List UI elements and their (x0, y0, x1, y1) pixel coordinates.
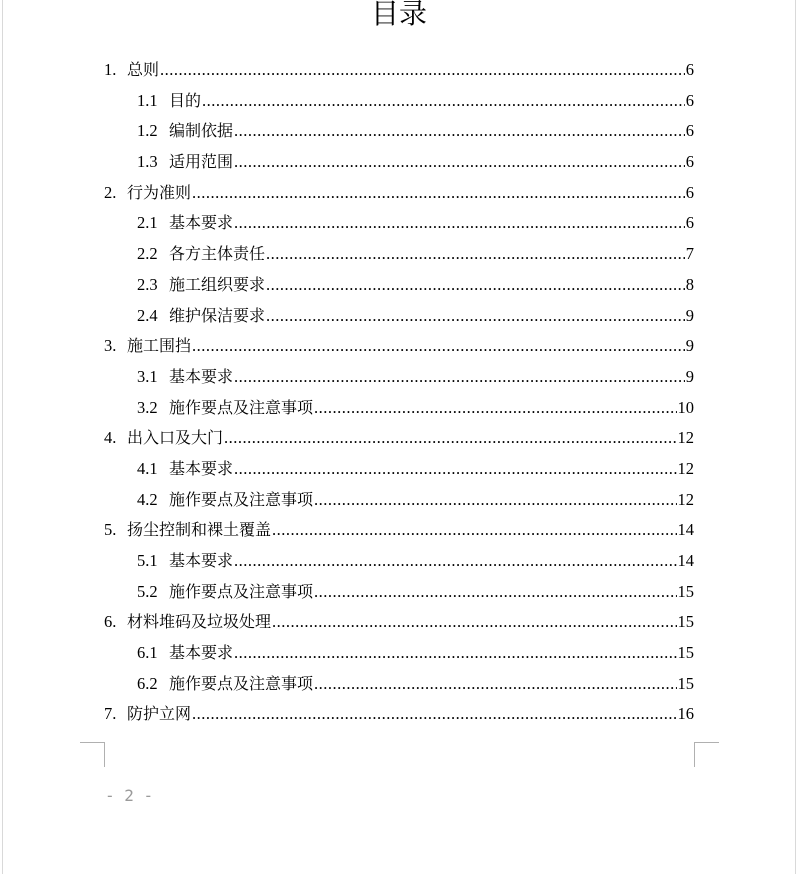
toc-entry-chapter[interactable] (104, 331, 694, 362)
toc-entry-section[interactable] (104, 669, 694, 700)
toc-dot-leader (314, 669, 676, 700)
toc-entry-label: 施作要点及注意事项 (169, 673, 314, 693)
toc-entry-page-number: 14 (677, 520, 694, 540)
toc-entry-label: 适用范围 (169, 152, 234, 172)
toc-entry-page-number: 12 (677, 428, 694, 448)
toc-entry-page-number: 15 (677, 612, 694, 632)
toc-entry-page-number: 15 (677, 673, 694, 693)
toc-entry-page-number: 16 (677, 704, 694, 724)
toc-entry-number: 5.1 (137, 551, 158, 570)
toc-entry-page-number: 9 (685, 305, 694, 325)
toc-entry-page-number: 14 (677, 551, 694, 570)
toc-entry-number: 4. (104, 428, 117, 448)
toc-entry-page-number: 6 (685, 213, 694, 233)
toc-entry-label: 基本要求 (169, 551, 234, 570)
toc-entry-section[interactable] (104, 270, 694, 301)
toc-entry-number: 2. (104, 182, 117, 202)
toc-entry-chapter[interactable] (104, 515, 694, 546)
toc-dot-leader (192, 331, 685, 362)
toc-entry-section[interactable] (104, 638, 694, 669)
toc-entry-page-number: 6 (685, 182, 694, 202)
toc-entry-section[interactable] (104, 546, 694, 577)
page-edge-left (2, 0, 3, 874)
toc-entry-label: 基本要求 (169, 366, 234, 386)
toc-entry-page-number: 9 (685, 366, 694, 386)
toc-dot-leader (266, 301, 685, 332)
toc-entry-section[interactable] (104, 362, 694, 393)
margin-corner-mark-left (80, 742, 105, 767)
toc-dot-leader (314, 393, 676, 424)
toc-entry-section[interactable] (104, 208, 694, 239)
toc-entry-number: 3.2 (137, 397, 158, 417)
toc-entry-page-number: 9 (685, 336, 694, 356)
toc-entry-number: 2.2 (137, 244, 158, 264)
toc-entry-label: 防护立网 (127, 704, 192, 724)
toc-entry-number: 6.1 (137, 643, 158, 663)
toc-entry-number: 1. (104, 60, 117, 79)
toc-entry-number: 5. (104, 520, 117, 540)
toc-entry-label: 材料堆码及垃圾处理 (127, 612, 272, 632)
toc-entry-label: 基本要求 (169, 458, 234, 478)
toc-dot-leader (202, 86, 685, 117)
toc-entry-number: 5.2 (137, 581, 158, 601)
toc-entry-label: 施作要点及注意事项 (169, 489, 314, 509)
toc-entry-label: 扬尘控制和裸土覆盖 (127, 520, 272, 540)
toc-entry-label: 施作要点及注意事项 (169, 397, 314, 417)
toc-dot-leader (224, 423, 676, 454)
toc-dot-leader (314, 577, 676, 608)
table-of-contents (104, 55, 694, 730)
toc-entry-label: 总则 (127, 60, 160, 79)
toc-entry-section[interactable] (104, 301, 694, 332)
toc-entry-section[interactable] (104, 454, 694, 485)
toc-entry-number: 1.2 (137, 121, 158, 141)
toc-entry-page-number: 7 (685, 244, 694, 264)
toc-entry-label: 基本要求 (169, 213, 234, 233)
toc-dot-leader (192, 178, 685, 209)
toc-entry-page-number: 10 (677, 397, 694, 417)
toc-dot-leader (234, 116, 685, 147)
toc-entry-number: 2.3 (137, 274, 158, 294)
toc-entry-number: 7. (104, 704, 117, 724)
toc-entry-page-number: 15 (677, 581, 694, 601)
toc-entry-page-number: 12 (677, 489, 694, 509)
toc-dot-leader (234, 638, 676, 669)
toc-entry-page-number: 6 (685, 60, 694, 79)
toc-entry-page-number: 6 (685, 121, 694, 141)
toc-entry-page-number: 15 (677, 643, 694, 663)
toc-entry-number: 6. (104, 612, 117, 632)
toc-dot-leader (272, 515, 676, 546)
toc-entry-label: 维护保洁要求 (169, 305, 266, 325)
toc-dot-leader (234, 362, 685, 393)
toc-dot-leader (234, 208, 685, 239)
toc-entry-number: 4.1 (137, 458, 158, 478)
toc-entry-number: 2.4 (137, 305, 158, 325)
toc-entry-section[interactable] (104, 116, 694, 147)
toc-entry-section[interactable] (104, 393, 694, 424)
toc-dot-leader (192, 699, 676, 730)
toc-entry-label: 行为准则 (127, 182, 192, 202)
toc-entry-section[interactable] (104, 239, 694, 270)
toc-entry-chapter[interactable] (104, 699, 694, 730)
toc-entry-number: 4.2 (137, 489, 158, 509)
toc-entry-label: 施工组织要求 (169, 274, 266, 294)
toc-entry-chapter[interactable] (104, 607, 694, 638)
page-edge-right (795, 0, 796, 874)
toc-dot-leader (160, 55, 685, 86)
toc-entry-number: 6.2 (137, 673, 158, 693)
toc-dot-leader (272, 607, 676, 638)
toc-entry-number: 1.3 (137, 152, 158, 172)
toc-entry-label: 施作要点及注意事项 (169, 581, 314, 601)
toc-title: 目录 (370, 0, 427, 30)
toc-entry-section[interactable] (104, 86, 694, 117)
toc-entry-chapter[interactable] (104, 178, 694, 209)
toc-entry-label: 基本要求 (169, 643, 234, 663)
toc-dot-leader (234, 546, 676, 577)
toc-dot-leader (234, 454, 676, 485)
toc-entry-number: 3. (104, 336, 117, 356)
toc-entry-label: 编制依据 (169, 121, 234, 141)
page-number-footer: - 2 - (105, 786, 154, 805)
toc-entry-number: 3.1 (137, 366, 158, 386)
toc-dot-leader (314, 485, 676, 516)
toc-entry-section[interactable] (104, 147, 694, 178)
toc-entry-page-number: 8 (685, 274, 694, 294)
toc-entry-section[interactable] (104, 577, 694, 608)
margin-corner-mark-right (694, 742, 719, 767)
toc-dot-leader (266, 270, 685, 301)
toc-entry-label: 各方主体责任 (169, 244, 266, 264)
toc-entry-label: 出入口及大门 (127, 428, 224, 448)
toc-entry-page-number: 6 (685, 90, 694, 110)
toc-entry-page-number: 6 (685, 152, 694, 172)
toc-entry-chapter[interactable] (104, 55, 694, 86)
toc-entry-section[interactable] (104, 485, 694, 516)
toc-entry-page-number: 12 (677, 458, 694, 478)
toc-entry-label: 目的 (169, 90, 202, 110)
toc-dot-leader (234, 147, 685, 178)
toc-entry-chapter[interactable] (104, 423, 694, 454)
toc-dot-leader (266, 239, 685, 270)
toc-entry-number: 1.1 (137, 90, 158, 110)
toc-entry-label: 施工围挡 (127, 336, 192, 356)
toc-entry-number: 2.1 (137, 213, 158, 233)
